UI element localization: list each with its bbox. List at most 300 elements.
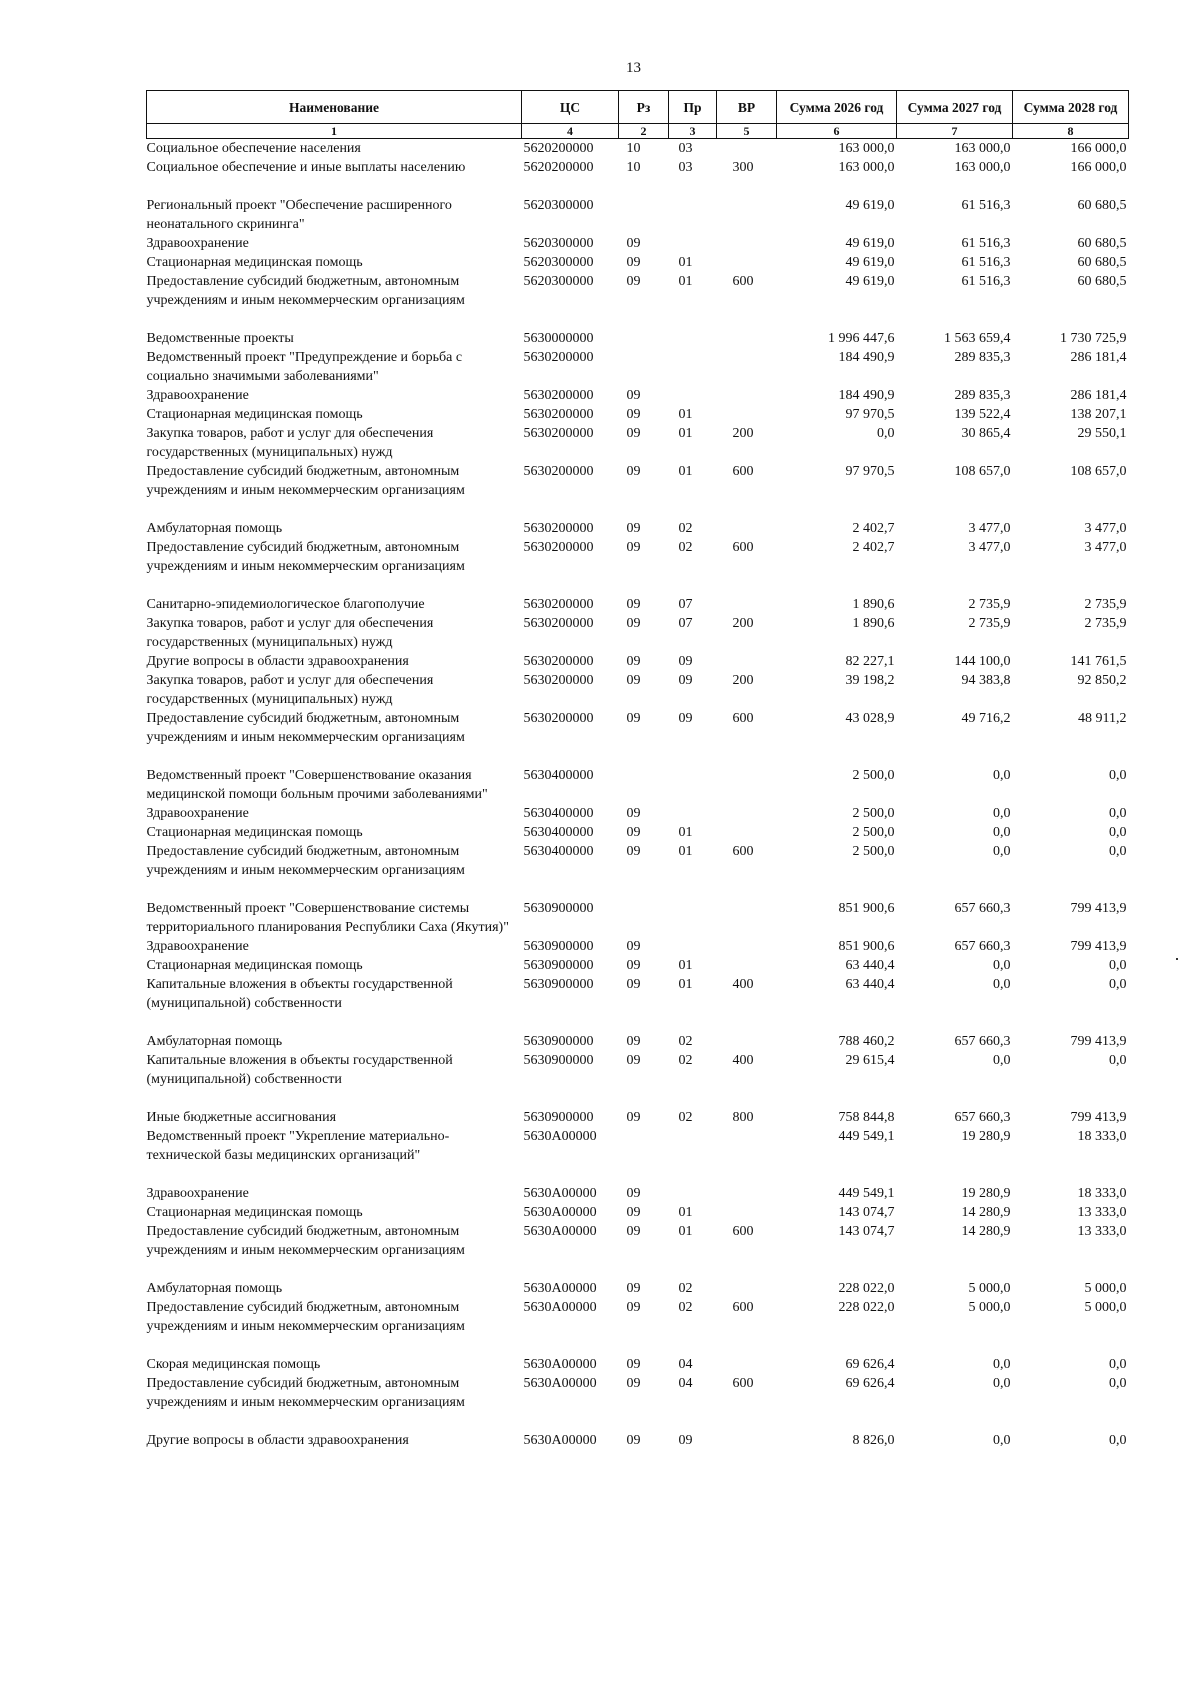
cell-s2026: 449 549,1 xyxy=(838,1186,895,1201)
cell-s2028: 138 207,1 xyxy=(1070,407,1127,422)
cell-vr xyxy=(717,956,777,975)
cell-s2026: 97 970,5 xyxy=(845,464,895,479)
cell-pr: 02 xyxy=(678,1300,693,1315)
cell-s2028: 29 550,1 xyxy=(1077,426,1127,441)
header-sum-2026: Сумма 2026 год xyxy=(777,91,897,124)
cell-s2026: 228 022,0 xyxy=(838,1300,895,1315)
cell-name: Здравоохранение xyxy=(146,806,249,821)
cell-vr xyxy=(717,1431,777,1450)
cell-pr xyxy=(669,804,717,823)
cell-s2026: 0,0 xyxy=(877,426,895,441)
table-row xyxy=(147,348,1129,386)
cell-pr: 03 xyxy=(678,141,693,156)
cell-vr xyxy=(717,139,777,159)
spacer-row xyxy=(147,310,1129,329)
cell-s2026: 97 970,5 xyxy=(845,407,895,422)
cell-name: Ведомственный проект "Совершенствование системы территориального планирования Республики Саха (Якутия)" xyxy=(146,901,509,935)
cell-vr: 600 xyxy=(732,1300,754,1315)
cell-vr: 200 xyxy=(732,426,754,441)
cell-s2028: 18 333,0 xyxy=(1077,1186,1127,1201)
cell-name: Здравоохранение xyxy=(146,236,249,251)
cell-vr xyxy=(717,386,777,405)
cell-s2028: 141 761,5 xyxy=(1070,654,1127,669)
cell-s2027: 94 383,8 xyxy=(961,673,1011,688)
cell-pr: 01 xyxy=(678,426,693,441)
cell-rz: 09 xyxy=(626,1205,641,1220)
cell-s2026: 449 549,1 xyxy=(838,1129,895,1144)
header-sum-2028: Сумма 2028 год xyxy=(1013,91,1129,124)
cell-name: Закупка товаров, работ и услуг для обеспечения государственных (муниципальных) нужд xyxy=(146,616,434,650)
cell-pr: 01 xyxy=(678,844,693,859)
cell-s2028: 5 000,0 xyxy=(1084,1300,1127,1315)
cell-s2028: 60 680,5 xyxy=(1077,198,1127,213)
table-row xyxy=(147,652,1129,671)
cell-s2026: 788 460,2 xyxy=(838,1034,895,1049)
column-number: 7 xyxy=(897,124,1013,139)
cell-cs: 5630200000 xyxy=(523,407,594,422)
cell-s2028: 0,0 xyxy=(1109,1433,1127,1448)
table-row xyxy=(147,1374,1129,1412)
cell-s2026: 1 996 447,6 xyxy=(828,331,895,346)
cell-cs: 5630A00000 xyxy=(523,1376,597,1391)
spacer-cell xyxy=(147,576,1129,595)
cell-rz: 09 xyxy=(626,1224,641,1239)
cell-vr xyxy=(717,348,777,386)
cell-vr xyxy=(717,1127,777,1165)
cell-name: Иные бюджетные ассигнования xyxy=(146,1110,337,1125)
cell-rz xyxy=(619,1127,669,1165)
cell-cs: 5630400000 xyxy=(523,825,594,840)
column-number-row xyxy=(147,124,1129,139)
spacer-cell xyxy=(147,310,1129,329)
spacer-row xyxy=(147,1089,1129,1108)
cell-s2027: 0,0 xyxy=(993,1376,1011,1391)
table-row xyxy=(147,614,1129,652)
cell-vr xyxy=(717,329,777,348)
cell-rz: 09 xyxy=(626,673,641,688)
column-number: 1 xyxy=(147,124,522,139)
cell-cs: 5620300000 xyxy=(523,236,594,251)
cell-vr: 400 xyxy=(732,1053,754,1068)
cell-pr: 01 xyxy=(678,825,693,840)
cell-vr: 600 xyxy=(732,1224,754,1239)
cell-pr: 09 xyxy=(678,654,693,669)
cell-s2027: 14 280,9 xyxy=(961,1224,1011,1239)
header-sum-2027: Сумма 2027 год xyxy=(897,91,1013,124)
cell-name: Закупка товаров, работ и услуг для обеспечения государственных (муниципальных) нужд xyxy=(146,426,434,460)
cell-cs: 5630900000 xyxy=(523,977,594,992)
spacer-cell xyxy=(147,1013,1129,1032)
cell-s2028: 13 333,0 xyxy=(1077,1205,1127,1220)
table-row xyxy=(147,1184,1129,1203)
cell-name: Стационарная медицинская помощь xyxy=(146,255,363,270)
cell-pr: 01 xyxy=(678,407,693,422)
cell-rz: 09 xyxy=(626,958,641,973)
table-row xyxy=(147,1279,1129,1298)
cell-vr: 200 xyxy=(732,616,754,631)
cell-name: Предоставление субсидий бюджетным, автономным учреждениям и иным некоммерческим организациям xyxy=(146,1224,465,1258)
cell-name: Другие вопросы в области здравоохранения xyxy=(146,654,409,669)
cell-vr xyxy=(717,1355,777,1374)
table-row xyxy=(147,671,1129,709)
table-row xyxy=(147,158,1129,177)
cell-cs: 5630200000 xyxy=(523,521,594,536)
cell-name: Предоставление субсидий бюджетным, автономным учреждениям и иным некоммерческим организациям xyxy=(146,274,465,308)
cell-cs: 5630A00000 xyxy=(523,1129,597,1144)
cell-cs: 5620200000 xyxy=(523,141,594,156)
cell-s2027: 0,0 xyxy=(993,806,1011,821)
cell-cs: 5630200000 xyxy=(523,540,594,555)
cell-s2026: 163 000,0 xyxy=(838,141,895,156)
spacer-row xyxy=(147,177,1129,196)
cell-name: Ведомственные проекты xyxy=(146,331,294,346)
cell-s2027: 108 657,0 xyxy=(954,464,1011,479)
cell-s2028: 18 333,0 xyxy=(1077,1129,1127,1144)
cell-s2028: 799 413,9 xyxy=(1070,939,1127,954)
cell-pr xyxy=(669,386,717,405)
cell-s2026: 8 826,0 xyxy=(852,1433,895,1448)
table-row xyxy=(147,1108,1129,1127)
cell-rz: 09 xyxy=(626,654,641,669)
cell-name: Предоставление субсидий бюджетным, автономным учреждениям и иным некоммерческим организациям xyxy=(146,844,465,878)
cell-s2028: 0,0 xyxy=(1109,958,1127,973)
cell-name: Стационарная медицинская помощь xyxy=(146,825,363,840)
cell-cs: 5630200000 xyxy=(523,616,594,631)
cell-name: Другие вопросы в области здравоохранения xyxy=(146,1433,409,1448)
cell-s2028: 799 413,9 xyxy=(1070,1034,1127,1049)
cell-s2028: 60 680,5 xyxy=(1077,255,1127,270)
cell-s2026: 143 074,7 xyxy=(838,1205,895,1220)
cell-cs: 5630000000 xyxy=(523,331,594,346)
column-number: 3 xyxy=(669,124,717,139)
cell-rz: 09 xyxy=(626,1376,641,1391)
cell-s2028: 286 181,4 xyxy=(1070,388,1127,403)
cell-cs: 5630400000 xyxy=(523,806,594,821)
cell-pr xyxy=(669,234,717,253)
cell-s2027: 0,0 xyxy=(993,1357,1011,1372)
cell-rz: 09 xyxy=(626,255,641,270)
cell-pr xyxy=(669,937,717,956)
cell-rz: 09 xyxy=(626,1053,641,1068)
cell-vr: 800 xyxy=(732,1110,754,1125)
cell-s2028: 166 000,0 xyxy=(1070,160,1127,175)
cell-pr xyxy=(669,899,717,937)
spacer-cell xyxy=(147,500,1129,519)
spacer-cell xyxy=(147,1412,1129,1431)
table-row xyxy=(147,1222,1129,1260)
cell-s2028: 108 657,0 xyxy=(1070,464,1127,479)
cell-s2028: 0,0 xyxy=(1109,825,1127,840)
cell-rz xyxy=(619,196,669,234)
cell-s2027: 657 660,3 xyxy=(954,901,1011,916)
table-row xyxy=(147,975,1129,1013)
cell-vr: 400 xyxy=(732,977,754,992)
cell-pr: 01 xyxy=(678,464,693,479)
cell-s2027: 3 477,0 xyxy=(968,540,1011,555)
cell-s2027: 0,0 xyxy=(993,958,1011,973)
cell-s2027: 1 563 659,4 xyxy=(944,331,1011,346)
cell-s2027: 2 735,9 xyxy=(968,597,1011,612)
spacer-row xyxy=(147,1336,1129,1355)
cell-pr: 02 xyxy=(678,521,693,536)
header-cs: ЦС xyxy=(522,91,619,124)
cell-vr xyxy=(717,937,777,956)
cell-s2028: 0,0 xyxy=(1109,844,1127,859)
cell-s2027: 3 477,0 xyxy=(968,521,1011,536)
cell-name: Капитальные вложения в объекты государственной (муниципальной) собственности xyxy=(146,977,453,1011)
cell-rz: 10 xyxy=(626,160,641,175)
table-row xyxy=(147,405,1129,424)
cell-cs: 5630200000 xyxy=(523,464,594,479)
spacer-cell xyxy=(147,1165,1129,1184)
cell-vr xyxy=(717,1184,777,1203)
cell-s2026: 2 500,0 xyxy=(852,825,895,840)
table-row xyxy=(147,234,1129,253)
cell-cs: 5630200000 xyxy=(523,426,594,441)
cell-s2027: 61 516,3 xyxy=(961,198,1011,213)
cell-pr: 07 xyxy=(678,597,693,612)
cell-s2028: 799 413,9 xyxy=(1070,901,1127,916)
cell-rz: 09 xyxy=(626,540,641,555)
cell-s2027: 61 516,3 xyxy=(961,255,1011,270)
cell-pr: 01 xyxy=(678,274,693,289)
cell-rz: 09 xyxy=(626,407,641,422)
table-row xyxy=(147,1298,1129,1336)
cell-name: Предоставление субсидий бюджетным, автономным учреждениям и иным некоммерческим организациям xyxy=(146,1300,465,1334)
cell-s2028: 0,0 xyxy=(1109,977,1127,992)
cell-cs: 5620300000 xyxy=(523,274,594,289)
cell-s2027: 139 522,4 xyxy=(954,407,1011,422)
cell-s2027: 5 000,0 xyxy=(968,1281,1011,1296)
cell-s2027: 289 835,3 xyxy=(954,350,1011,365)
cell-rz: 09 xyxy=(626,939,641,954)
cell-s2026: 49 619,0 xyxy=(845,274,895,289)
cell-s2026: 163 000,0 xyxy=(838,160,895,175)
cell-s2026: 69 626,4 xyxy=(845,1357,895,1372)
cell-s2027: 163 000,0 xyxy=(954,160,1011,175)
cell-pr: 09 xyxy=(678,711,693,726)
cell-name: Ведомственный проект "Предупреждение и борьба с социально значимыми заболеваниями" xyxy=(146,350,463,384)
cell-rz: 09 xyxy=(626,274,641,289)
budget-table xyxy=(146,90,1129,1450)
cell-pr: 02 xyxy=(678,540,693,555)
table-header xyxy=(147,91,1129,139)
cell-s2027: 657 660,3 xyxy=(954,1110,1011,1125)
cell-cs: 5620300000 xyxy=(523,255,594,270)
cell-cs: 5630A00000 xyxy=(523,1224,597,1239)
cell-rz: 09 xyxy=(626,1433,641,1448)
cell-name: Социальное обеспечение и иные выплаты населению xyxy=(146,160,466,175)
cell-s2026: 49 619,0 xyxy=(845,236,895,251)
cell-pr: 02 xyxy=(678,1281,693,1296)
cell-pr: 07 xyxy=(678,616,693,631)
cell-rz: 09 xyxy=(626,1357,641,1372)
cell-rz: 09 xyxy=(626,1281,641,1296)
header-name: Наименование xyxy=(147,91,522,124)
cell-cs: 5630A00000 xyxy=(523,1357,597,1372)
cell-name: Здравоохранение xyxy=(146,939,249,954)
cell-pr: 01 xyxy=(678,1205,693,1220)
cell-s2026: 2 402,7 xyxy=(852,521,895,536)
cell-pr: 02 xyxy=(678,1053,693,1068)
table-row xyxy=(147,386,1129,405)
scan-speck xyxy=(1176,958,1178,960)
cell-s2026: 63 440,4 xyxy=(845,977,895,992)
cell-s2027: 657 660,3 xyxy=(954,939,1011,954)
cell-name: Амбулаторная помощь xyxy=(146,1281,283,1296)
cell-name: Предоставление субсидий бюджетным, автономным учреждениям и иным некоммерческим организациям xyxy=(146,1376,465,1410)
cell-rz xyxy=(619,348,669,386)
spacer-cell xyxy=(147,177,1129,196)
table-row xyxy=(147,1127,1129,1165)
cell-pr: 04 xyxy=(678,1357,693,1372)
table-row xyxy=(147,462,1129,500)
cell-s2026: 63 440,4 xyxy=(845,958,895,973)
cell-name: Ведомственный проект "Совершенствование оказания медицинской помощи больным прочими заболеваниями" xyxy=(146,768,488,802)
cell-s2027: 14 280,9 xyxy=(961,1205,1011,1220)
spacer-row xyxy=(147,1013,1129,1032)
cell-s2028: 0,0 xyxy=(1109,768,1127,783)
header-vr: ВР xyxy=(717,91,777,124)
cell-cs: 5630A00000 xyxy=(523,1205,597,1220)
spacer-row xyxy=(147,576,1129,595)
cell-vr xyxy=(717,899,777,937)
cell-pr: 01 xyxy=(678,977,693,992)
cell-cs: 5630200000 xyxy=(523,673,594,688)
header-rz: Рз xyxy=(619,91,669,124)
cell-vr: 600 xyxy=(732,274,754,289)
spacer-row xyxy=(147,1260,1129,1279)
cell-rz: 09 xyxy=(626,1300,641,1315)
table-row xyxy=(147,424,1129,462)
cell-s2026: 29 615,4 xyxy=(845,1053,895,1068)
cell-s2026: 82 227,1 xyxy=(845,654,895,669)
cell-s2027: 61 516,3 xyxy=(961,236,1011,251)
cell-vr xyxy=(717,234,777,253)
cell-s2027: 49 716,2 xyxy=(961,711,1011,726)
cell-s2028: 3 477,0 xyxy=(1084,521,1127,536)
cell-vr: 600 xyxy=(732,711,754,726)
spacer-row xyxy=(147,500,1129,519)
cell-pr: 01 xyxy=(678,255,693,270)
cell-s2028: 1 730 725,9 xyxy=(1060,331,1127,346)
cell-vr: 600 xyxy=(732,464,754,479)
cell-s2026: 184 490,9 xyxy=(838,388,895,403)
cell-s2028: 799 413,9 xyxy=(1070,1110,1127,1125)
cell-s2027: 30 865,4 xyxy=(961,426,1011,441)
cell-s2028: 2 735,9 xyxy=(1084,597,1127,612)
cell-cs: 5620300000 xyxy=(523,198,594,213)
cell-vr xyxy=(717,804,777,823)
table-row xyxy=(147,1431,1129,1450)
cell-s2026: 228 022,0 xyxy=(838,1281,895,1296)
cell-name: Стационарная медицинская помощь xyxy=(146,407,363,422)
cell-s2027: 163 000,0 xyxy=(954,141,1011,156)
cell-s2028: 0,0 xyxy=(1109,1053,1127,1068)
cell-name: Санитарно-эпидемиологическое благополучие xyxy=(146,597,425,612)
cell-name: Ведомственный проект "Укрепление материально-технической базы медицинских организаций" xyxy=(146,1129,450,1163)
cell-rz xyxy=(619,899,669,937)
cell-pr: 04 xyxy=(678,1376,693,1391)
table-row xyxy=(147,709,1129,747)
table-body xyxy=(147,139,1129,1451)
spacer-row xyxy=(147,1165,1129,1184)
spacer-cell xyxy=(147,747,1129,766)
cell-cs: 5630A00000 xyxy=(523,1186,597,1201)
spacer-cell xyxy=(147,1089,1129,1108)
cell-rz: 09 xyxy=(626,426,641,441)
cell-vr xyxy=(717,519,777,538)
cell-name: Предоставление субсидий бюджетным, автономным учреждениям и иным некоммерческим организациям xyxy=(146,711,465,745)
cell-s2026: 851 900,6 xyxy=(838,901,895,916)
cell-rz: 10 xyxy=(626,141,641,156)
cell-vr xyxy=(717,405,777,424)
cell-pr: 02 xyxy=(678,1034,693,1049)
spacer-row xyxy=(147,880,1129,899)
cell-rz xyxy=(619,329,669,348)
cell-name: Стационарная медицинская помощь xyxy=(146,1205,363,1220)
table-row xyxy=(147,272,1129,310)
cell-vr xyxy=(717,823,777,842)
cell-name: Закупка товаров, работ и услуг для обеспечения государственных (муниципальных) нужд xyxy=(146,673,434,707)
cell-s2028: 286 181,4 xyxy=(1070,350,1127,365)
cell-cs: 5630200000 xyxy=(523,711,594,726)
cell-cs: 5630A00000 xyxy=(523,1281,597,1296)
table-row xyxy=(147,595,1129,614)
cell-s2027: 0,0 xyxy=(993,977,1011,992)
cell-rz: 09 xyxy=(626,806,641,821)
table-row xyxy=(147,1051,1129,1089)
cell-s2027: 657 660,3 xyxy=(954,1034,1011,1049)
cell-s2028: 5 000,0 xyxy=(1084,1281,1127,1296)
cell-cs: 5630200000 xyxy=(523,388,594,403)
cell-rz: 09 xyxy=(626,977,641,992)
header-pr: Пр xyxy=(669,91,717,124)
cell-rz: 09 xyxy=(626,825,641,840)
cell-s2026: 49 619,0 xyxy=(845,198,895,213)
cell-cs: 5630200000 xyxy=(523,597,594,612)
cell-name: Амбулаторная помощь xyxy=(146,1034,283,1049)
cell-vr xyxy=(717,253,777,272)
cell-rz: 09 xyxy=(626,711,641,726)
spacer-cell xyxy=(147,1336,1129,1355)
cell-vr: 600 xyxy=(732,540,754,555)
cell-s2026: 43 028,9 xyxy=(845,711,895,726)
table-row xyxy=(147,253,1129,272)
table-row xyxy=(147,937,1129,956)
cell-vr xyxy=(717,766,777,804)
cell-s2027: 0,0 xyxy=(993,768,1011,783)
cell-rz: 09 xyxy=(626,1186,641,1201)
table-row xyxy=(147,956,1129,975)
cell-s2026: 2 500,0 xyxy=(852,844,895,859)
cell-s2028: 48 911,2 xyxy=(1078,711,1127,726)
cell-name: Региональный проект "Обеспечение расширенного неонатального скрининга" xyxy=(146,198,452,232)
cell-vr: 300 xyxy=(732,160,754,175)
column-number: 4 xyxy=(522,124,619,139)
cell-cs: 5630400000 xyxy=(523,768,594,783)
cell-name: Социальное обеспечение населения xyxy=(146,141,361,156)
cell-pr: 09 xyxy=(678,1433,693,1448)
table-row xyxy=(147,823,1129,842)
cell-vr xyxy=(717,1203,777,1222)
cell-s2026: 2 402,7 xyxy=(852,540,895,555)
cell-vr: 600 xyxy=(732,1376,754,1391)
cell-vr: 200 xyxy=(732,673,754,688)
cell-s2028: 60 680,5 xyxy=(1077,274,1127,289)
cell-s2027: 19 280,9 xyxy=(961,1186,1011,1201)
cell-s2027: 0,0 xyxy=(993,1053,1011,1068)
